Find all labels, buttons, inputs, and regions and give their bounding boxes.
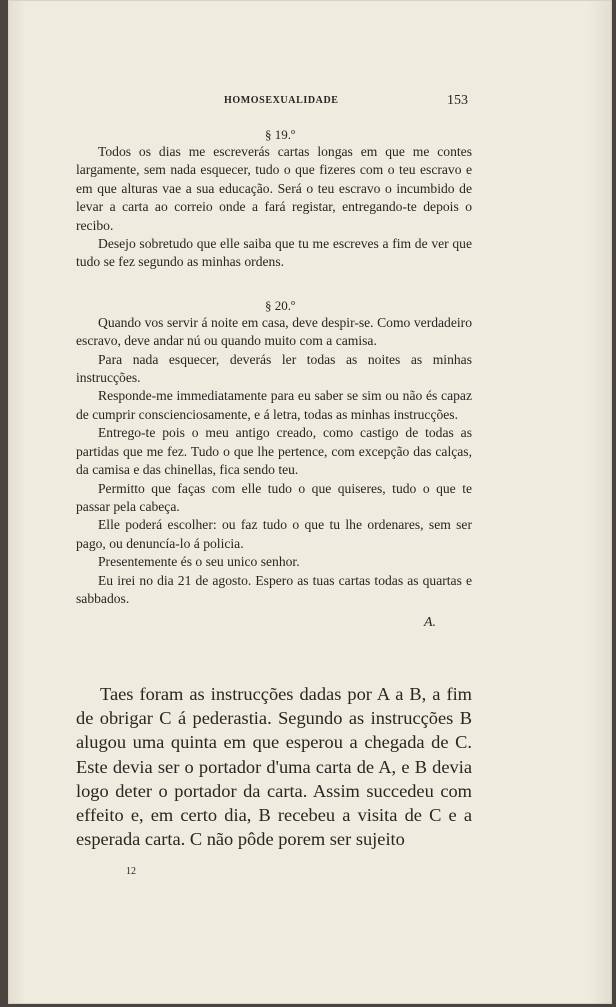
printer-signature-mark: 12	[126, 866, 136, 877]
narrative-paragraph: Taes foram as instrucções dadas por A a B, a fim de obrigar C á pederastia. Segundo as instrucções B alugou uma quinta em que esperou a chegada de C. Este devia ser o portador d'uma carta de A, e B devia logo deter o portador da carta. Assim succedeu com effeito e, em certo dia, B recebeu a visita de C e a esperada carta. C não pôde porem ser sujeito	[76, 684, 472, 850]
running-head	[76, 93, 472, 109]
section-heading-19: § 19.º	[264, 127, 296, 142]
letter-text	[76, 126, 472, 633]
paragraph: Permitto que faças com elle tudo o que quiseres, tudo o que te passar pela cabeça.	[76, 480, 472, 514]
section-heading-20: § 20.º	[264, 297, 296, 313]
book-page	[8, 0, 612, 1004]
running-title: HOMOSEXUALIDADE	[224, 95, 339, 106]
paragraph: Quando vos servir á noite em casa, deve despir-se. Como verdadeiro escravo, deve andar nú ou quando muito com a camisa.	[76, 314, 472, 349]
paragraph: Responde-me immediatamente para eu saber se sim ou não és capaz de cumprir conscienciosamente, e á letra, todas as minhas instrucções.	[76, 388, 472, 422]
paragraph: Desejo sobretudo que elle saiba que tu me escreves a fim de ver que tudo se fez segundo as minhas ordens.	[76, 236, 472, 270]
paragraph: Todos os dias me escreverás cartas longas em que me contes largamente, sem nada esquecer, tudo o que fizeres com o teu escravo e em que alturas vae a sua educação. Será o teu escravo o incumbido de levar a carta ao correio onde a fará registar, entregando-te depois o recibo.	[76, 144, 472, 233]
paragraph: Elle poderá escolher: ou faz tudo o que tu lhe ordenares, sem ser pago, ou denuncía-lo á policia.	[76, 517, 472, 551]
page-number: 153	[447, 93, 468, 108]
paragraph: Presentemente és o seu unico senhor.	[98, 554, 300, 570]
letter-signature: A.	[423, 615, 436, 631]
paragraph: Entrego-te pois o meu antigo creado, como castigo de todas as partidas que me fez. Tudo o que lhe pertence, com excepção das calças, da camisa e das chinellas, fica sendo teu.	[76, 425, 472, 478]
paragraph: Para nada esquecer, deverás ler todas as noites as minhas instrucções.	[76, 351, 472, 386]
paragraph: Eu irei no dia 21 de agosto. Espero as tuas cartas todas as quartas e sabbados.	[76, 572, 472, 606]
